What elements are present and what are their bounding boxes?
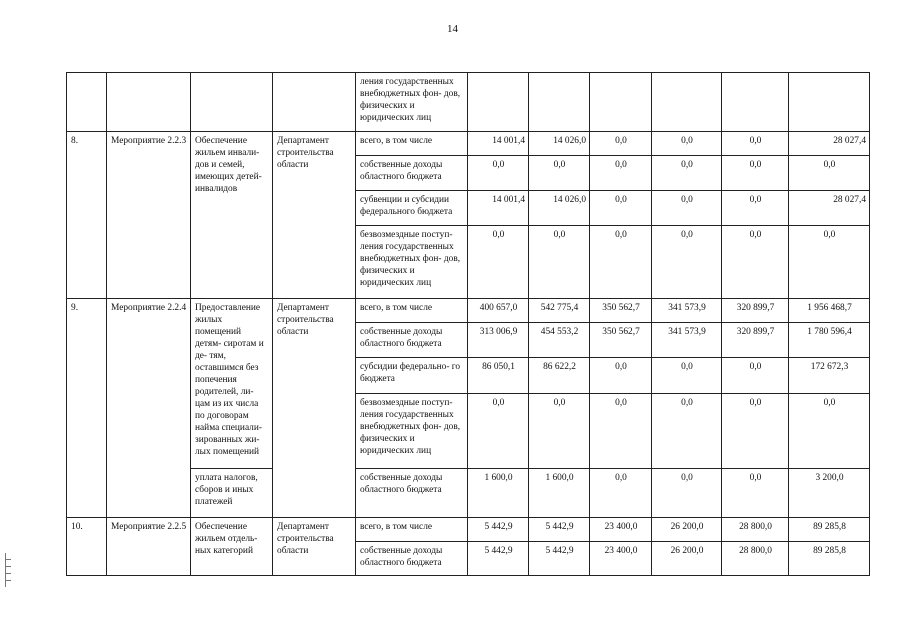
value-cell: 0,0: [590, 358, 652, 394]
measure-description: Предоставление жилых помещений детям- сиротам и де- тям, оставшимся без попечения родителей, ли- цам из их числа по договорам найма специали- зированных жи- лых помещений: [191, 299, 273, 469]
table-row: [67, 518, 870, 542]
measure-code: Мероприятие 2.2.5: [107, 518, 191, 576]
page-number: 14: [447, 23, 458, 35]
table-row: [67, 299, 870, 323]
measure-description-extra: уплата налогов, сборов и иных платежей: [191, 469, 273, 518]
funding-source-cell: собственные доходы областного бюджета: [356, 469, 468, 518]
funding-source-cell: всего, в том числе: [356, 518, 468, 542]
value-cell: 0,0: [468, 394, 529, 469]
value-cell: 0,0: [529, 226, 590, 299]
value-cell: 350 562,7: [590, 323, 652, 358]
value-cell: 23 400,0: [590, 518, 652, 542]
value-cell: 350 562,7: [590, 299, 652, 323]
value-cell: 1 600,0: [468, 469, 529, 518]
value-cell: 0,0: [468, 226, 529, 299]
funding-source-cell: собственные доходы областного бюджета: [356, 542, 468, 576]
value-cell: 5 442,9: [468, 518, 529, 542]
value-cell: 454 553,2: [529, 323, 590, 358]
measure-description: Обеспечение жильем отдель- ных категорий: [191, 518, 273, 576]
value-cell: 0,0: [590, 394, 652, 469]
value-cell: 0,0: [722, 191, 789, 226]
value-cell: 0,0: [529, 156, 590, 191]
value-cell: 400 657,0: [468, 299, 529, 323]
table-row: [67, 73, 870, 132]
executor: Департамент строительства области: [273, 518, 356, 576]
value-cell: 313 006,9: [468, 323, 529, 358]
value-cell: 1 600,0: [529, 469, 590, 518]
value-cell: 0,0: [652, 358, 722, 394]
row-index: 8.: [67, 132, 107, 299]
value-cell: 0,0: [722, 394, 789, 469]
value-cell: 341 573,9: [652, 299, 722, 323]
value-cell: 14 026,0: [529, 191, 590, 226]
funding-source-cell: всего, в том числе: [356, 299, 468, 323]
value-cell: 341 573,9: [652, 323, 722, 358]
row-index: 10.: [67, 518, 107, 576]
total-cell: 0,0: [789, 394, 870, 469]
value-cell: 0,0: [468, 156, 529, 191]
value-cell: 0,0: [652, 191, 722, 226]
value-cell: 0,0: [722, 469, 789, 518]
table-row: [67, 132, 870, 156]
total-cell: 89 285,8: [789, 518, 870, 542]
total-cell: 1 956 468,7: [789, 299, 870, 323]
value-cell: 320 899,7: [722, 323, 789, 358]
funding-source-cell: ления государственных внебюджетных фон- дов, физических и юридических лиц: [356, 73, 468, 132]
value-cell: 0,0: [722, 358, 789, 394]
value-cell: 0,0: [652, 469, 722, 518]
funding-source-cell: безвозмездные поступ- ления государственных внебюджетных фон- дов, физических и юридических лиц: [356, 394, 468, 469]
value-cell: 0,0: [529, 394, 590, 469]
funding-source-cell: собственные доходы областного бюджета: [356, 156, 468, 191]
total-cell: 0,0: [789, 226, 870, 299]
total-cell: 89 285,8: [789, 542, 870, 576]
measure-description: Обеспечение жильем инвали- дов и семей, имеющих детей- инвалидов: [191, 132, 273, 299]
value-cell: 320 899,7: [722, 299, 789, 323]
value-cell: 26 200,0: [652, 518, 722, 542]
financing-table: [66, 72, 870, 576]
funding-source-cell: собственные доходы областного бюджета: [356, 323, 468, 358]
executor: Департамент строительства области: [273, 132, 356, 299]
value-cell: 542 775,4: [529, 299, 590, 323]
value-cell: 0,0: [722, 226, 789, 299]
value-cell: 0,0: [590, 469, 652, 518]
total-cell: 28 027,4: [789, 191, 870, 226]
value-cell: 0,0: [652, 394, 722, 469]
value-cell: 0,0: [652, 226, 722, 299]
value-cell: 14 001,4: [468, 191, 529, 226]
value-cell: 14 026,0: [529, 132, 590, 156]
value-cell: 0,0: [652, 156, 722, 191]
row-index: 9.: [67, 299, 107, 518]
funding-source-cell: субсидии федерально- го бюджета: [356, 358, 468, 394]
value-cell: 28 800,0: [722, 518, 789, 542]
binding-mark: [5, 553, 12, 587]
value-cell: 0,0: [590, 226, 652, 299]
total-cell: 1 780 596,4: [789, 323, 870, 358]
total-cell: 3 200,0: [789, 469, 870, 518]
value-cell: 0,0: [722, 156, 789, 191]
funding-source-cell: безвозмездные поступ- ления государственных внебюджетных фон- дов, физических и юридических лиц: [356, 226, 468, 299]
value-cell: 0,0: [590, 132, 652, 156]
funding-source-cell: всего, в том числе: [356, 132, 468, 156]
value-cell: 28 800,0: [722, 542, 789, 576]
measure-code: Мероприятие 2.2.4: [107, 299, 191, 518]
value-cell: 86 050,1: [468, 358, 529, 394]
total-cell: 0,0: [789, 156, 870, 191]
value-cell: 0,0: [590, 191, 652, 226]
value-cell: 26 200,0: [652, 542, 722, 576]
value-cell: 0,0: [590, 156, 652, 191]
value-cell: 5 442,9: [529, 518, 590, 542]
total-cell: 28 027,4: [789, 132, 870, 156]
value-cell: 5 442,9: [468, 542, 529, 576]
value-cell: 0,0: [722, 132, 789, 156]
value-cell: 86 622,2: [529, 358, 590, 394]
executor: Департамент строительства области: [273, 299, 356, 518]
value-cell: 5 442,9: [529, 542, 590, 576]
measure-code: Мероприятие 2.2.3: [107, 132, 191, 299]
value-cell: 23 400,0: [590, 542, 652, 576]
funding-source-cell: субвенции и субсидии федерального бюджета: [356, 191, 468, 226]
value-cell: 14 001,4: [468, 132, 529, 156]
value-cell: 0,0: [652, 132, 722, 156]
total-cell: 172 672,3: [789, 358, 870, 394]
